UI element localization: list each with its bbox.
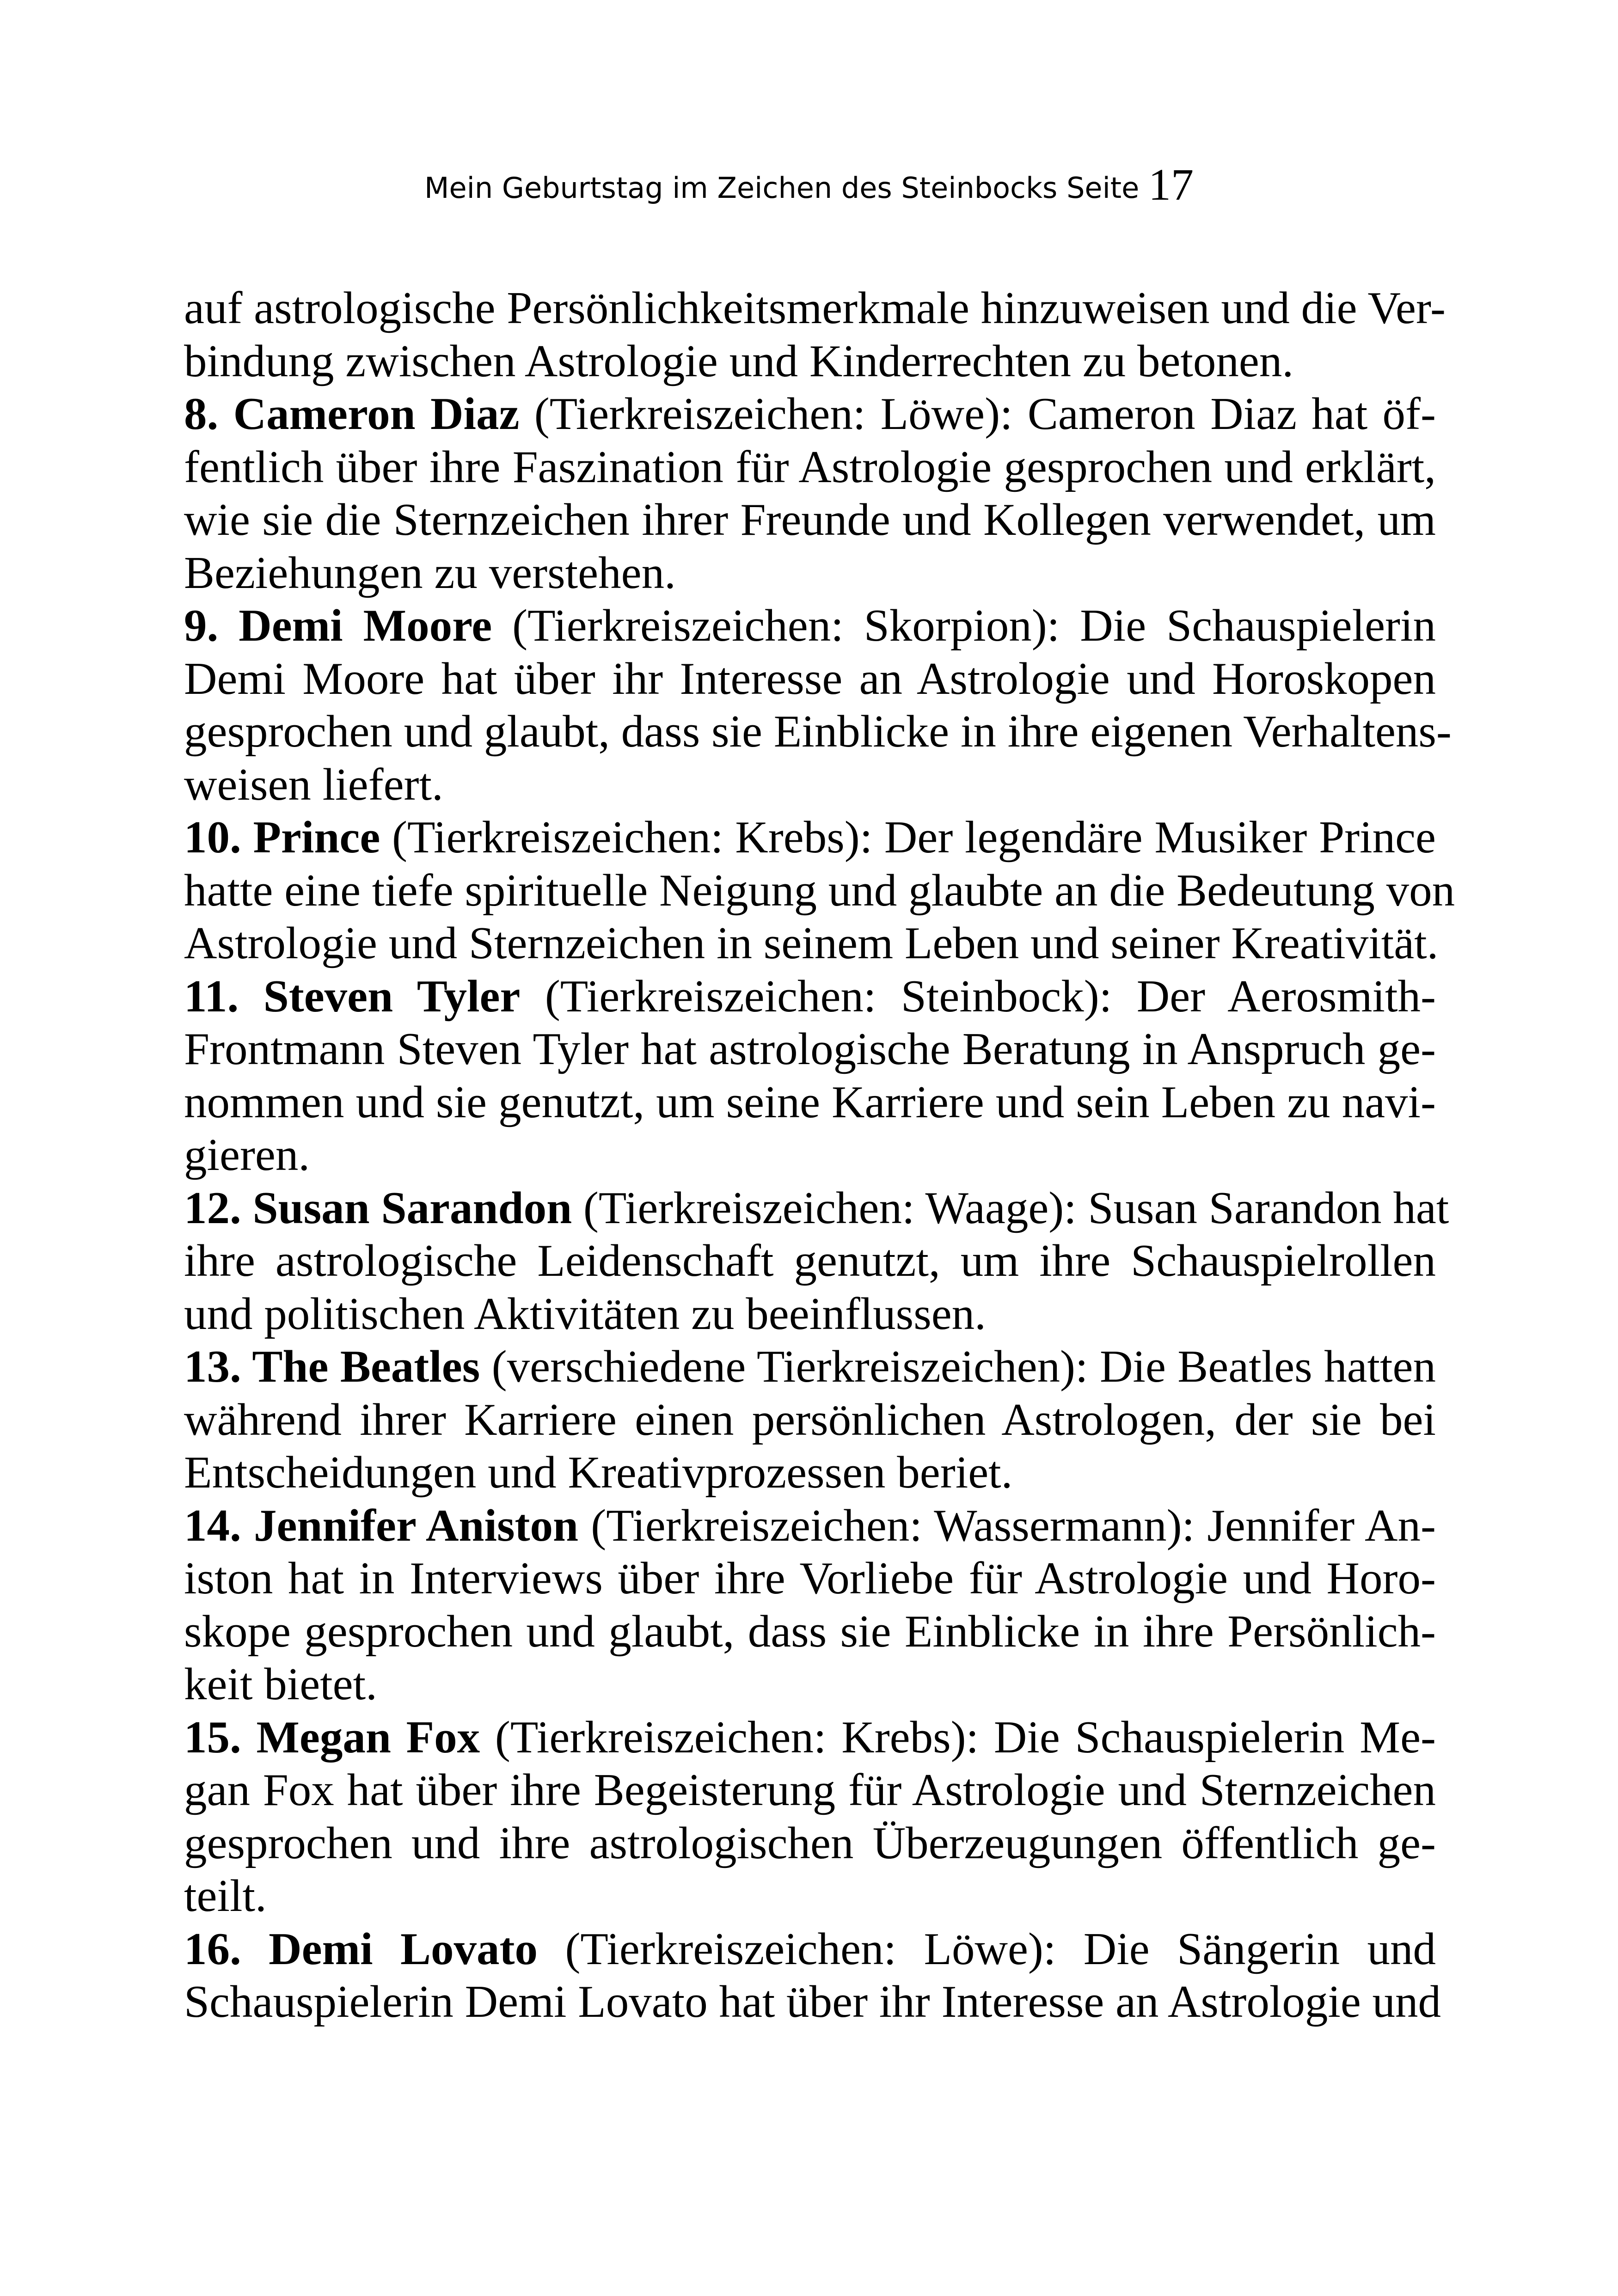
text-line bbox=[184, 1552, 1436, 1605]
text-line bbox=[184, 1711, 1436, 1764]
celebrity-name: 15. Megan Fox bbox=[184, 1712, 480, 1763]
text-line bbox=[184, 970, 1436, 1023]
text-line bbox=[184, 1976, 1441, 2029]
text-line bbox=[184, 1817, 1436, 1870]
text-line bbox=[184, 1023, 1436, 1076]
text-line bbox=[184, 441, 1436, 494]
line-text: keit bietet. bbox=[184, 1659, 377, 1709]
celebrity-name: 13. The Beatles bbox=[184, 1341, 480, 1392]
line-text: Schauspielerin Demi Lovato hat über ihr Interesse an Astrologie und bbox=[184, 1977, 1441, 2027]
line-text: (Tierkreiszeichen: Skorpion): Die Schauspielerin bbox=[492, 600, 1436, 651]
celebrity-name: 10. Prince bbox=[184, 812, 380, 863]
celebrity-name: 11. Steven Tyler bbox=[184, 971, 521, 1022]
celebrity-name: 14. Jennifer Aniston bbox=[184, 1500, 579, 1551]
text-line bbox=[184, 388, 1436, 441]
line-text: Demi Moore hat über ihr Interesse an Astrologie und Horoskopen bbox=[184, 653, 1436, 704]
text-line bbox=[184, 1076, 1436, 1129]
line-text: iston hat in Interviews über ihre Vorliebe für Astrologie und Horo- bbox=[184, 1553, 1436, 1604]
line-text: nommen und sie genutzt, um seine Karriere und sein Leben zu navi- bbox=[184, 1077, 1436, 1127]
celebrity-name: 12. Susan Sarandon bbox=[184, 1182, 572, 1233]
line-text: (Tierkreiszeichen: Löwe): Cameron Diaz hat öf- bbox=[519, 389, 1436, 439]
text-line bbox=[184, 1288, 1436, 1341]
line-text: gesprochen und ihre astrologischen Überzeugungen öffentlich ge- bbox=[184, 1818, 1436, 1868]
line-text: (Tierkreiszeichen: Steinbock): Der Aerosmith- bbox=[520, 971, 1436, 1022]
line-text: ihre astrologische Leidenschaft genutzt, um ihre Schauspielrollen bbox=[184, 1236, 1436, 1286]
text-line bbox=[184, 1764, 1436, 1817]
line-text: und politischen Aktivitäten zu beeinflussen. bbox=[184, 1288, 986, 1339]
text-line bbox=[184, 653, 1436, 706]
text-line bbox=[184, 1500, 1436, 1553]
text-line bbox=[184, 1658, 1436, 1711]
text-line bbox=[184, 1129, 1436, 1182]
line-text: (Tierkreiszeichen: Waage): Susan Sarandon hat bbox=[572, 1182, 1449, 1233]
text-line bbox=[184, 1870, 1436, 1923]
line-text: skope gesprochen und glaubt, dass sie Einblicke in ihre Persönlich- bbox=[184, 1606, 1436, 1657]
line-text: gesprochen und glaubt, dass sie Einblicke in ihre eigenen Verhaltens- bbox=[184, 706, 1452, 757]
text-line bbox=[184, 917, 1439, 970]
text-line bbox=[184, 282, 1446, 335]
page-number: 17 bbox=[1148, 160, 1194, 210]
line-text: fentlich über ihre Faszination für Astrologie gesprochen und erklärt, bbox=[184, 441, 1436, 492]
text-line bbox=[184, 494, 1436, 547]
celebrity-name: 8. Cameron Diaz bbox=[184, 389, 520, 439]
line-text: (Tierkreiszeichen: Krebs): Die Schauspielerin Me- bbox=[480, 1712, 1436, 1763]
running-header bbox=[0, 159, 1618, 214]
line-text: (verschiedene Tierkreiszeichen): Die Beatles hatten bbox=[480, 1341, 1436, 1392]
line-text: gan Fox hat über ihre Begeisterung für Astrologie und Sternzeichen bbox=[184, 1765, 1436, 1815]
body-text bbox=[184, 282, 1455, 2029]
text-line bbox=[184, 335, 1436, 388]
text-line bbox=[184, 1182, 1449, 1235]
text-line bbox=[184, 1446, 1436, 1500]
text-line bbox=[184, 759, 1436, 812]
line-text: bindung zwischen Astrologie und Kinderrechten zu betonen. bbox=[184, 336, 1294, 386]
line-text: Frontmann Steven Tyler hat astrologische Beratung in Anspruch ge- bbox=[184, 1024, 1436, 1074]
text-line bbox=[184, 1394, 1436, 1447]
line-text: auf astrologische Persönlichkeitsmerkmale hinzuweisen und die Ver- bbox=[184, 283, 1446, 333]
page-label: Seite bbox=[1066, 171, 1140, 205]
celebrity-name: 9. Demi Moore bbox=[184, 600, 492, 651]
line-text: (Tierkreiszeichen: Löwe): Die Sängerin und bbox=[538, 1923, 1436, 1974]
line-text: Astrologie und Sternzeichen in seinem Leben und seiner Kreativität. bbox=[184, 918, 1439, 968]
text-line bbox=[184, 705, 1452, 759]
celebrity-name: 16. Demi Lovato bbox=[184, 1923, 538, 1974]
line-text: weisen liefert. bbox=[184, 759, 443, 810]
text-line bbox=[184, 1923, 1436, 1976]
text-line bbox=[184, 864, 1455, 918]
line-text: Beziehungen zu verstehen. bbox=[184, 547, 676, 598]
line-text: hatte eine tiefe spirituelle Neigung und glaubte an die Bedeutung von bbox=[184, 865, 1455, 916]
text-line bbox=[184, 547, 1436, 600]
text-line bbox=[184, 1235, 1436, 1288]
line-text: (Tierkreiszeichen: Wassermann): Jennifer An- bbox=[578, 1500, 1436, 1551]
line-text: Entscheidungen und Kreativprozessen beriet. bbox=[184, 1447, 1013, 1498]
line-text: gieren. bbox=[184, 1130, 310, 1180]
line-text: während ihrer Karriere einen persönlichen Astrologen, der sie bei bbox=[184, 1394, 1436, 1445]
line-text: (Tierkreiszeichen: Krebs): Der legendäre Musiker Prince bbox=[380, 812, 1436, 863]
book-title: Mein Geburtstag im Zeichen des Steinbocks bbox=[424, 171, 1058, 205]
text-line bbox=[184, 811, 1436, 864]
line-text: teilt. bbox=[184, 1871, 267, 1921]
text-line bbox=[184, 600, 1436, 653]
text-line bbox=[184, 1341, 1436, 1394]
text-line bbox=[184, 1605, 1436, 1659]
line-text: wie sie die Sternzeichen ihrer Freunde und Kollegen verwendet, um bbox=[184, 495, 1436, 545]
